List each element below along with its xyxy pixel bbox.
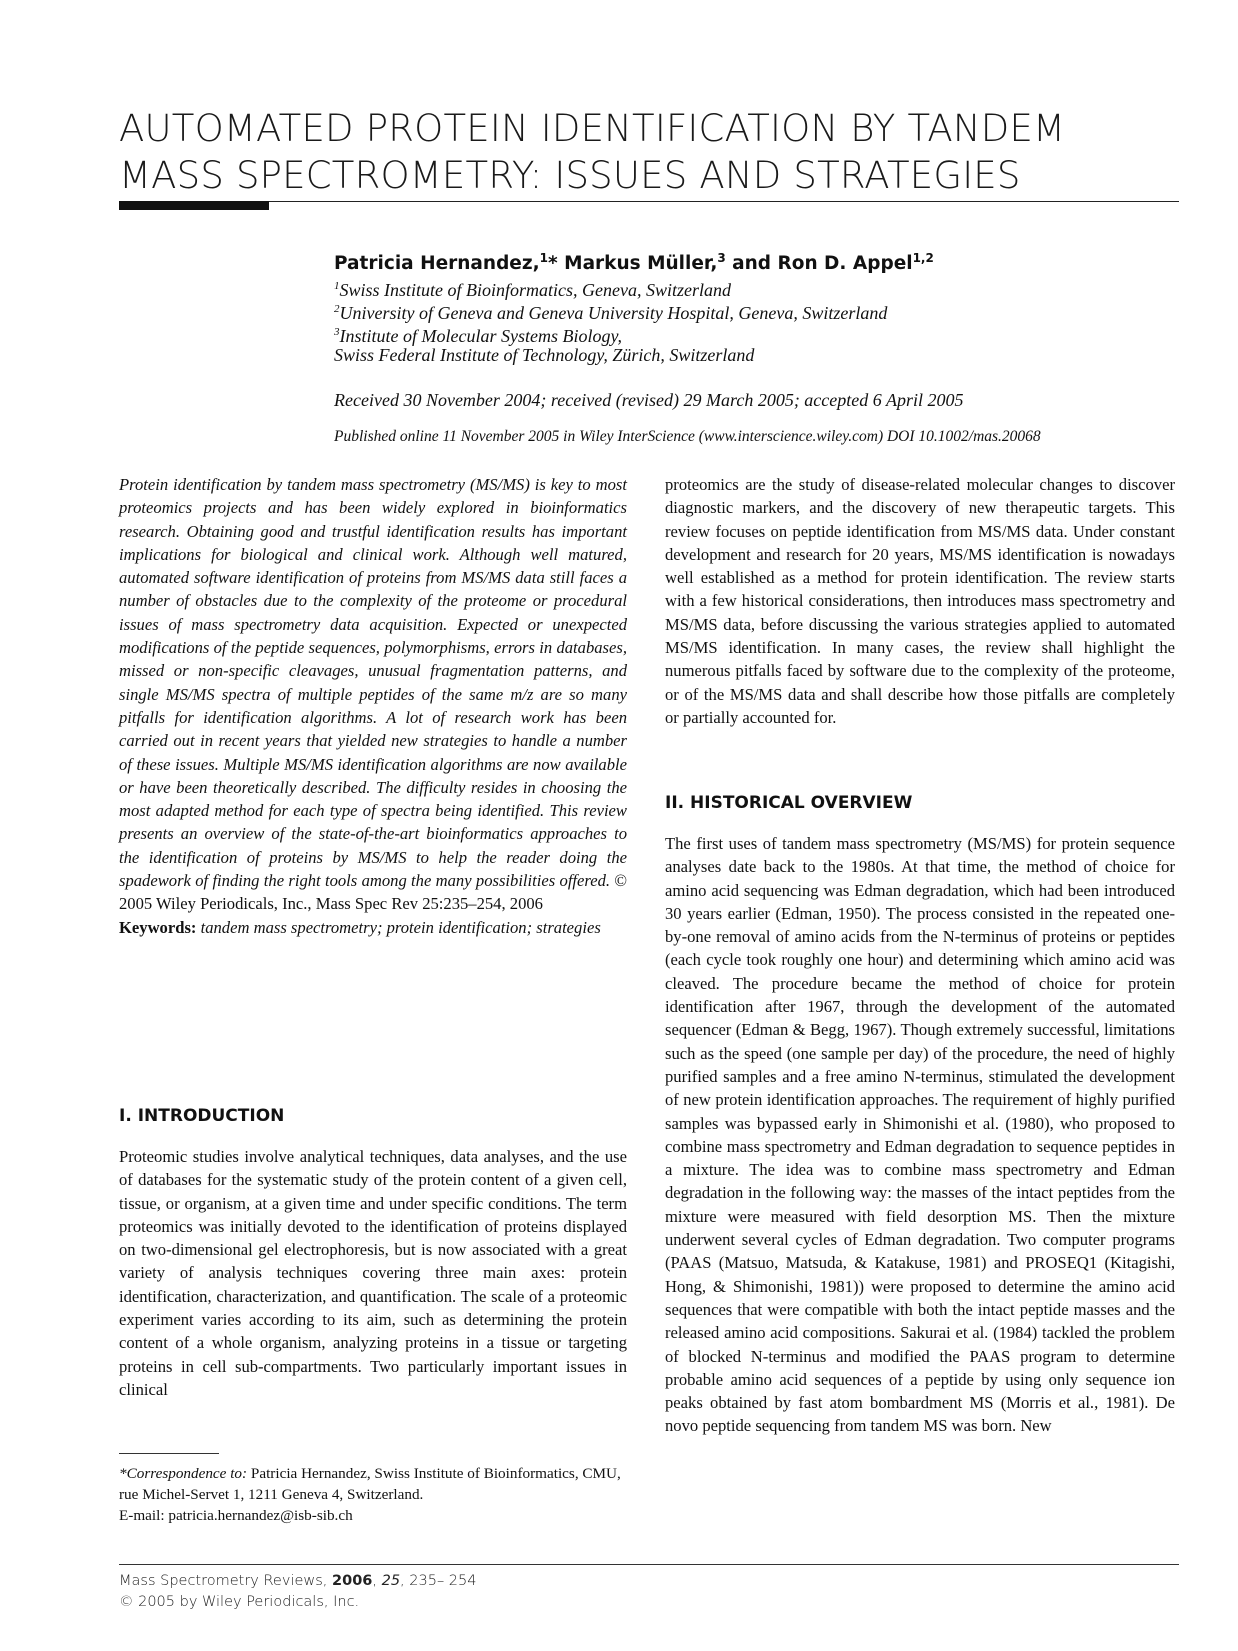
- footer-year: 2006: [332, 1573, 373, 1589]
- affiliation-text: University of Geneva and Geneva University Hospital, Geneva, Switzerland: [339, 303, 888, 323]
- affiliation-sup: 2: [334, 303, 340, 315]
- section-heading-historical-overview: II. HISTORICAL OVERVIEW: [665, 793, 913, 813]
- affiliation-text: Institute of Molecular Systems Biology,: [339, 326, 622, 346]
- affiliation-sup: 1: [334, 280, 340, 292]
- keywords-label: Keywords:: [119, 917, 197, 937]
- author-name: Patricia Hernandez,: [334, 253, 540, 275]
- author-name: Markus Müller,: [564, 253, 718, 275]
- footnote-label: *Correspondence to:: [119, 1465, 248, 1482]
- footnote-email: E-mail: patricia.hernandez@isb-sib.ch: [119, 1507, 353, 1524]
- abstract: [119, 473, 627, 916]
- affiliation-sup: 3: [334, 326, 340, 338]
- title-rule: [119, 201, 1179, 202]
- affiliation: [334, 344, 1174, 367]
- author-affil-sup: 1: [539, 251, 549, 265]
- author-affil-sup: 3: [717, 251, 726, 265]
- section-heading-introduction: I. INTRODUCTION: [119, 1106, 285, 1126]
- abstract-citation: Mass Spec Rev 25:235–254, 2006: [315, 894, 543, 914]
- historical-overview-body: [665, 832, 1175, 1438]
- footer-journal: Mass Spectrometry Reviews,: [119, 1573, 328, 1589]
- keywords-text: tandem mass spectrometry; protein identification; strategies: [200, 917, 601, 937]
- keywords: [119, 916, 627, 939]
- publication-info: Published online 11 November 2005 in Wiley InterScience (www.interscience.wiley.com) DOI 10.1002/mas.20068: [334, 428, 1041, 445]
- abstract-copyright: © 2005 Wiley Periodicals, Inc.,: [119, 871, 627, 914]
- footer-copyright: © 2005 by Wiley Periodicals, Inc.: [119, 1594, 360, 1610]
- intro-continuation-text: proteomics are the study of disease-related molecular changes to discover diagnostic markers, and the discovery of new therapeutic targets. This review focuses on peptide identification from MS/MS data. Under constant development and research for 20 years, MS/MS identification is nowadays well established as a method for protein identification. The review starts with a few historical considerations, then introduces mass spectrometry and MS/MS data, before discussing the various strategies applied to automated MS/MS identification. In many cases, the review shall highlight the numerous pitfalls faced by software due to the complexity of the proteome, or of the MS/MS data and shall describe how those pitfalls are completely or partially accounted for.: [665, 475, 1175, 727]
- footer-volume: 25: [381, 1573, 401, 1589]
- page-footer: Mass Spectrometry Reviews, 2006, 25, 235– 254 © 2005 by Wiley Periodicals, Inc.: [119, 1573, 477, 1610]
- footer-pages: , 235– 254: [400, 1573, 477, 1589]
- article-title: AUTOMATED PROTEIN IDENTIFICATION BY TANDEM MASS SPECTROMETRY: ISSUES AND STRATEGIES: [119, 107, 1066, 197]
- right-column-intro: [665, 473, 1175, 729]
- footnote-rule: [119, 1453, 219, 1454]
- author-name: and Ron D. Appel: [732, 253, 913, 275]
- footnote-text: Patricia Hernandez, Swiss Institute of Bioinformatics, CMU, rue Michel-Servet 1, 1211 Geneva 4, Switzerland.: [119, 1465, 621, 1503]
- left-column: [119, 473, 627, 939]
- received-dates: Received 30 November 2004; received (revised) 29 March 2005; accepted 6 April 2005: [334, 390, 964, 410]
- introduction-body: [119, 1145, 627, 1401]
- footer-rule: [119, 1564, 1179, 1565]
- affiliation-text: Swiss Institute of Bioinformatics, Geneva, Switzerland: [339, 280, 731, 300]
- affiliation-text: Swiss Federal Institute of Technology, Zürich, Switzerland: [334, 345, 755, 365]
- title-accent-bar: [119, 201, 269, 210]
- author-list: [334, 251, 934, 274]
- corresponding-mark: *: [548, 253, 558, 275]
- author-affil-sup: 1,2: [912, 251, 934, 265]
- abstract-text: Protein identification by tandem mass spectrometry (MS/MS) is key to most proteomics projects and has been widely explored in bioinformatics research. Obtaining good and trustful identification results has important implications for biological and clinical work. Although well matured, automated software identification of proteins from MS/MS data still faces a number of obstacles due to the complexity of the proteome or procedural issues of mass spectrometry data acquisition. Expected or unexpected modifications of the peptide sequences, polymorphisms, errors in databases, missed or non-specific cleavages, unusual fragmentation patterns, and single MS/MS spectra of multiple peptides of the same m/z are so many pitfalls for identification algorithms. A lot of research work has been carried out in recent years that yielded new strategies to handle a number of these issues. Multiple MS/MS identification algorithms are now available or have been theoretically described. The difficulty resides in choosing the most adapted method for each type of spectra being identified. This review presents an overview of the state-of-the-art bioinformatics approaches to the identification of proteins by MS/MS to help the reader doing the spadework of finding the right tools among the many possibilities offered.: [119, 475, 627, 891]
- historical-overview-text: The first uses of tandem mass spectrometry (MS/MS) for protein sequence analyses date back to the 1980s. At that time, the method of choice for amino acid sequencing was Edman degradation, which had been introduced 30 years earlier (Edman, 1950). The process consisted in the repeated one-by-one removal of amino acids from the N-terminus of proteins or peptides (each cycle took roughly one hour) and determining which amino acid was cleaved. The procedure became the method of choice for protein identification after 1967, through the development of the automated sequencer (Edman & Begg, 1967). Though extremely successful, limitations such as the speed (one sample per day) of the procedure, the need of highly purified samples and a free amino N-terminus, stimulated the development of new protein identification approaches. The requirement of highly purified samples was bypassed early in Shimonishi et al. (1980), who proposed to combine mass spectrometry and Edman degradation to sequence peptides in a mixture. The idea was to combine mass spectrometry and Edman degradation in the following way: the masses of the intact peptides from the mixture were measured with field desorption MS. Then the mixture underwent several cycles of Edman degradation. Two computer programs (PAAS (Matsuo, Matsuda, & Katakuse, 1981) and PROSEQ1 (Kitagishi, Hong, & Shimonishi, 1981)) were proposed to determine the amino acid sequences that were compatible with both the intact peptide masses and the released amino acid compositions. Sakurai et al. (1984) tackled the problem of blocked N-terminus and modified the PAAS program to determine probable amino acid sequences of a peptide by using only sequence ion peaks obtained by fast atom bombardment MS (Morris et al., 1981). De novo peptide sequencing from tandem MS was born. New: [665, 834, 1175, 1436]
- correspondence-footnote: [119, 1463, 627, 1526]
- introduction-text: Proteomic studies involve analytical techniques, data analyses, and the use of databases for the systematic study of the protein content of a given cell, tissue, or organism, at a given time and under specific conditions. The term proteomics was initially devoted to the identification of proteins displayed on two-dimensional gel electrophoresis, but is now associated with a great variety of analysis techniques covering three main axes: protein identification, characterization, and quantification. The scale of a proteomic experiment varies according to its aim, such as determining the protein content of a whole organism, analyzing proteins in a tissue or targeting proteins in cell sub-compartments. Two particularly important issues in clinical: [119, 1147, 627, 1399]
